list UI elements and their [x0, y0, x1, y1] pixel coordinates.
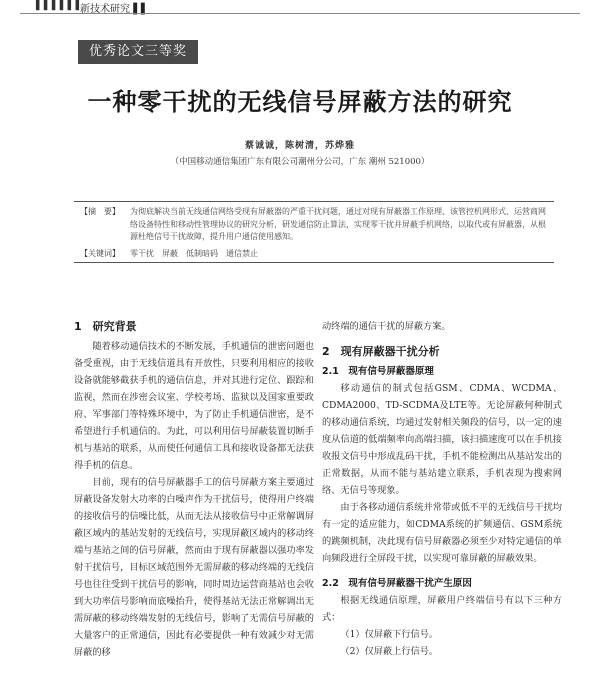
keywords-text: 零干扰 屏蔽 低制暗码 通信禁止 [130, 249, 258, 258]
author-list: 蔡诚诚，陈树清，苏烨雅 [244, 141, 355, 151]
left-column [74, 318, 314, 661]
body-paragraph: 随着移动通信技术的不断发展，手机通信的泄密问题也备受重视，由于无线信道具有开放性，只要利用相应的接收设备就能够截获手机的通信信息，并对其进行定位、跟踪和监视，然而在涉密会议室、学校考场、监狱以及国家重要政府、军事部门等特殊环境中，为了防止手机通信泄密，是不希望进行手机通信的。为此，可以利用信号屏蔽装置切断手机与基站的联系，从而使任何通信工具和接收设备都无法获得手机的信息。 [74, 341, 314, 471]
section-1-heading: 1 研究背景 [74, 320, 137, 333]
abstract-text: 为彻底解决当前无线通信网络受现有屏蔽器的严重干扰问题，通过对现有屏蔽器工作原理、该管控机网形式、运营商网络设备特性和移动性管理协议的研究分析，研发通信防止算法，实现零干扰并屏蔽手机网络，以取代或有屏蔽器，从根源杜绝信号干扰故障，提升用户通信使用感知。 [130, 207, 546, 241]
paper-title: 一种零干扰的无线信号屏蔽方法的研究 [87, 88, 513, 116]
header-section-label: 新技术研究 ▌▌ [80, 4, 149, 15]
running-header [0, 0, 600, 14]
abstract-top-rule [74, 201, 554, 202]
continued-paragraph: 动终端的通信干扰的屏蔽方案。 [322, 321, 451, 332]
header-divider [20, 13, 580, 14]
header-trail-marks: ▌▌ [133, 4, 149, 15]
body-paragraph: 移动通信的制式包括GSM、CDMA、WCDMA、CDMA2000、TD-SCDMA及LTE等。无论屏蔽何种制式的移动通信系统，均通过发射相关频段的信号，以一定的速度从信道的低端频率向高端扫描，该扫描速度可以在手机接收报文信号中形成乱码干扰，手机不能检测出从基站发出的正常数据，从而不能与基站建立联系，手机表现为搜索网络、无信号等现象。 [322, 383, 562, 496]
abstract-label: 【摘 要】 [80, 207, 120, 216]
list-item: （2）仅屏蔽上行信号。 [340, 646, 439, 657]
subsection-2-2-heading: 2.2 现有信号屏蔽器干扰产生原因 [322, 578, 472, 589]
list-item: （1）仅屏蔽下行信号。 [340, 629, 439, 640]
affiliation: （中国移动通信集团广东有限公司潮州分公司，广东 潮州 521000） [170, 157, 430, 167]
section-2-heading: 2 现有屏蔽器干扰分析 [322, 345, 440, 358]
abstract-bottom-rule [74, 262, 554, 263]
keywords-label: 【关键词】 [80, 249, 120, 258]
subsection-2-1-heading: 2.1 现有信号屏蔽器原理 [322, 366, 434, 377]
body-paragraph: 根据无线通信原理，屏蔽用户终端信号有以下三种方式： [322, 595, 562, 623]
right-column [322, 318, 562, 660]
header-bar-marks: ▌▌▌▌▌▌ [36, 1, 84, 11]
body-paragraph: 由于各移动通信系统并常带或低不平的无线信号干扰均有一定的适应能力，如CDMA系统的扩频通信、GSM系统的跳频机制，决此现有信号屏蔽器必须至少对特定通信的单向频段进行全屏段干扰，以实现可靠屏蔽的屏蔽效果。 [322, 502, 562, 564]
body-paragraph: 目前，现有的信号屏蔽器手工的信号屏蔽方案主要通过屏蔽设备发射大功率的白噪声作为干扰信号，使得用户终端的接收信号的信噪比低，从而无法从接收信号中正常解调屏蔽区域内的基站发射的无线信号，实现屏蔽区域内的移动终端与基站之间的信号屏蔽，然而由于现有屏蔽器以强功率发射干扰信号，目标区域范围外无需屏蔽的移动终端的无线信号也往往受到干扰信号的影响，同时周边运营商基站也会收到大功率信号影响而底噪抬升，使得基站无法正常解调出无需屏蔽的移动终端发射的无线信号，影响了无需信号屏蔽的大量客户的正常通信，因此有必要提供一种有效减少对无需屏蔽的移 [74, 477, 314, 658]
award-banner: 优秀论文三等奖 [78, 40, 198, 64]
